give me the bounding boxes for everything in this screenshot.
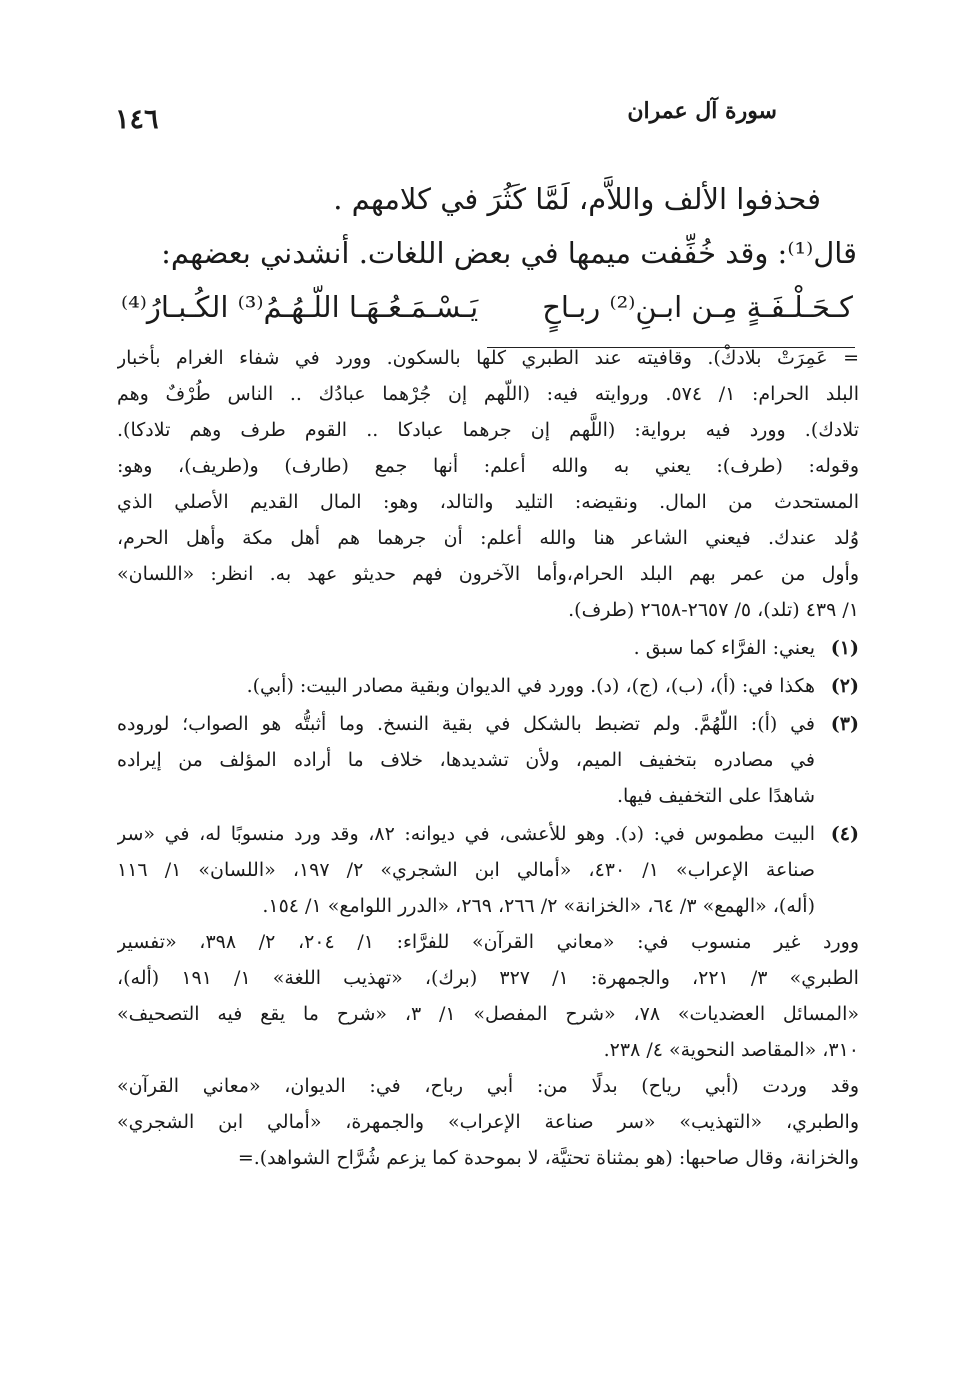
- footnotes: [117, 340, 859, 1176]
- main-line: قال⁽¹⁾: وقد خُفِّفت ميمها في بعض اللغات. أنشدني بعضهم:: [161, 236, 857, 270]
- note-line: البيت مطموس في: (د). وهو للأعشى، في ديوانه: ٨٢، وقد ورد منسوبًا له، في «سر: [117, 823, 815, 845]
- footnote-1: [117, 630, 859, 666]
- verse-first-hemistich: كـحَـلْـفَـةٍ مِـن ابـنِ⁽²⁾ ربـاحٍ: [542, 290, 853, 324]
- note-line: «المسائل العضديات» ٧٨، «شرح المفصل» ١/ ٣، «شرح ما يقع فيه التصحيف»: [117, 1003, 859, 1025]
- running-title: سورة آل عمران: [627, 98, 777, 124]
- footnote-4: [117, 816, 859, 924]
- footnote-number: (١): [830, 637, 859, 659]
- note-line: في مصادره بتخفيف الميم، ولأن تشديدها، خلاف ما أراده المؤلف من إيراده: [117, 749, 815, 771]
- note-line: صناعة الإعراب» ١/ ٤٣٠، «أمالي ابن الشجري» ٢/ ١٩٧، «اللسان» ١/ ١١٦: [117, 859, 815, 881]
- page-number: ١٤٦: [115, 104, 159, 135]
- note-line: وأول من عمر بهم البلد الحرام،وأما الآخرون فهم حديثو عهد به. انظر: «اللسان»: [117, 563, 859, 585]
- note-line: شاهدًا على التخفيف فيها.: [616, 785, 815, 807]
- footnote-3: [117, 706, 859, 814]
- note-line: المستحدث من المال. ونقيضه: التليد والتالد، وهو: المال القديم الأصلي الذي: [117, 491, 859, 513]
- footnote-number: (٣): [830, 713, 859, 735]
- main-text: [117, 172, 857, 334]
- footnote-2: [117, 668, 859, 704]
- note-line: وقد وردت (أبي رياح) بدلًا من: أبي رباح، في: الديوان، «معاني القرآن»: [117, 1075, 859, 1097]
- poetry-verse: [117, 280, 857, 334]
- verse-second-hemistich: يَـسْـمَـعُـهَـا اللّـهُـمُ⁽³⁾ الكُـبـارُ⁽⁴⁾: [121, 290, 479, 324]
- main-line: فحذفوا الألف واللاَّم، لَمَّا كَثُرَ في كلامهم .: [333, 182, 821, 216]
- note-line: يعني: الفرَّاء كما سبق .: [633, 637, 815, 659]
- note-line: الطبري» ٣/ ٢٢١، والجمهرة: ١/ ٣٢٧ (برك)، «تهذيب اللغة» ١/ ١٩١ (أله)،: [117, 967, 859, 989]
- footnote-continuation: [117, 340, 859, 628]
- footnote-4-continued: [117, 924, 859, 1176]
- note-line: والطبري، «التهذيب» «سر صناعة الإعراب» والجمهرة، «أمالي ابن الشجري»: [117, 1111, 859, 1133]
- footnote-number: (٢): [830, 675, 859, 697]
- note-line: وورد غير منسوب في: «معاني القرآن» للفرَّاء: ١/ ٢٠٤، ٢/ ٣٩٨، «تفسير: [117, 931, 859, 953]
- note-line: البلد الحرام: ١/ ٥٧٤. وروايته فيه: (اللّهم إن جُرْهما عبادُك .. الناس طُرْفٌ وهم: [117, 383, 859, 405]
- footnote-number: (٤): [830, 823, 859, 845]
- note-line: ٣١٠، «المقاصد النحوية» ٤/ ٢٣٨.: [603, 1039, 859, 1061]
- note-line: = عَمِرَتْ بلادكْ). وقافيته عند الطبري كلها بالسكون. وورد في شفاء الغرام بأخبار: [117, 347, 859, 369]
- note-line: في (أ): اللّهُمَّ. ولم تضبط بالشكل في بقية النسخ. وما أثبتُّه هو الصواب؛ لوروده: [117, 713, 815, 735]
- note-line: هكذا في: (أ)، (ب)، (ج)، (د). وورد في الديوان وبقية مصادر البيت: (أبي).: [246, 675, 815, 697]
- note-line: ١/ ٤٣٩ (تلد)، ٥/ ٢٦٥٧-٢٦٥٨ (طرف).: [568, 599, 859, 621]
- note-line: وقوله: (طرف): يعني به والله أعلم: أنها جمع (طارف) و(طريف)، وهو:: [117, 455, 859, 477]
- note-line: (أله)، «الهمع» ٣/ ٦٤، «الخزانة» ٢/ ٢٦٦، ٢٦٩، «الدرر اللوامع» ١/ ١٥٤.: [262, 895, 815, 917]
- note-line: والخزانة، وقال صاحبها: (هو بمثناة تحتيَّة، لا بموحدة كما يزعم شُرَّاح الشواهد).=: [237, 1147, 859, 1169]
- note-line: تلادك). وورد فيه برواية: (اللَّهم إن جرهما عبادكا .. القوم طرف وهم تلادكا).: [117, 419, 859, 441]
- note-line: وُلد عندك. فيعني الشاعر هنا والله أعلم: أن جرهما هم أهل مكة وأهل الحرم،: [117, 527, 859, 549]
